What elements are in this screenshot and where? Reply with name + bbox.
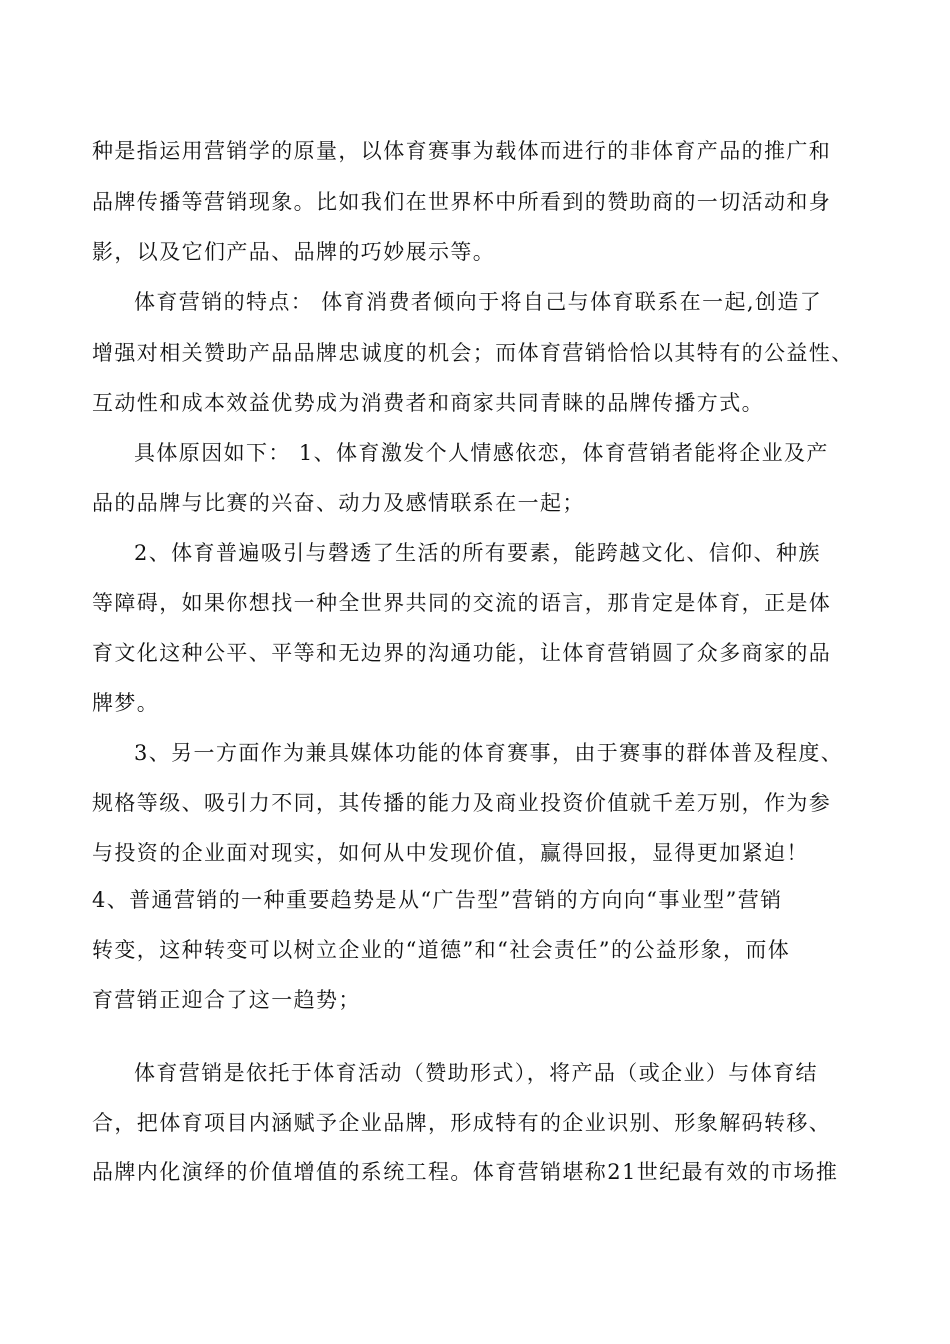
text-line: 种是指运用营销学的原量，以体育赛事为载体而进行的非体育产品的推广和 (92, 139, 832, 163)
text-line: 品的品牌与比赛的兴奋、动力及感情联系在一起； (92, 491, 585, 515)
text-line: 品牌内化演绎的价值增值的系统工程。体育营销堪称21世纪最有效的市场推 (92, 1160, 839, 1184)
text-line: 育营销正迎合了这一趋势； (92, 988, 361, 1012)
text-line: 等障碍，如果你想找一种全世界共同的交流的语言，那肯定是体育，正是体 (92, 591, 832, 615)
text-line: 育文化这种公平、平等和无边界的沟通功能，让体育营销圆了众多商家的品 (92, 641, 832, 665)
text-line: 2、体育普遍吸引与磬透了生活的所有要素，能跨越文化、信仰、种族 (134, 541, 821, 565)
text-line: 增强对相关赞助产品品牌忠诚度的机会；而体育营销恰恰以其特有的公益性、 (92, 341, 854, 365)
text-line: 与投资的企业面对现实，如何从中发现价值，赢得回报，显得更加紧迫！ (92, 841, 809, 865)
text-line: 牌梦。 (92, 691, 160, 715)
text-line: 4、普通营销的一种重要趋势是从“广告型”营销的方向向“事业型”营销 (92, 888, 783, 912)
text-line: 转变，这种转变可以树立企业的“道德”和“社会责任”的公益形象，而体 (92, 938, 791, 962)
text-line: 规格等级、吸引力不同，其传播的能力及商业投资价值就千差万别，作为参 (92, 791, 832, 815)
text-line: 3、另一方面作为兼具媒体功能的体育赛事，由于赛事的群体普及程度、 (134, 741, 844, 765)
text-line: 体育营销的特点： 体育消费者倾向于将自己与体育联系在一起,创造了 (134, 290, 823, 314)
text-line: 体育营销是依托于体育活动（赞助形式），将产品（或企业）与体育结 (134, 1061, 818, 1085)
text-line: 合，把体育项目内涵赋予企业品牌，形成特有的企业识别、形象解码转移、 (92, 1111, 832, 1135)
text-line: 具体原因如下： 1、体育激发个人情感依恋，体育营销者能将企业及产 (134, 441, 829, 465)
text-line: 互动性和成本效益优势成为消费者和商家共同青睐的品牌传播方式。 (92, 391, 764, 415)
text-line: 影，以及它们产品、品牌的巧妙展示等。 (92, 240, 496, 264)
text-line: 品牌传播等营销现象。比如我们在世界杯中所看到的赞助商的一切活动和身 (92, 190, 832, 214)
